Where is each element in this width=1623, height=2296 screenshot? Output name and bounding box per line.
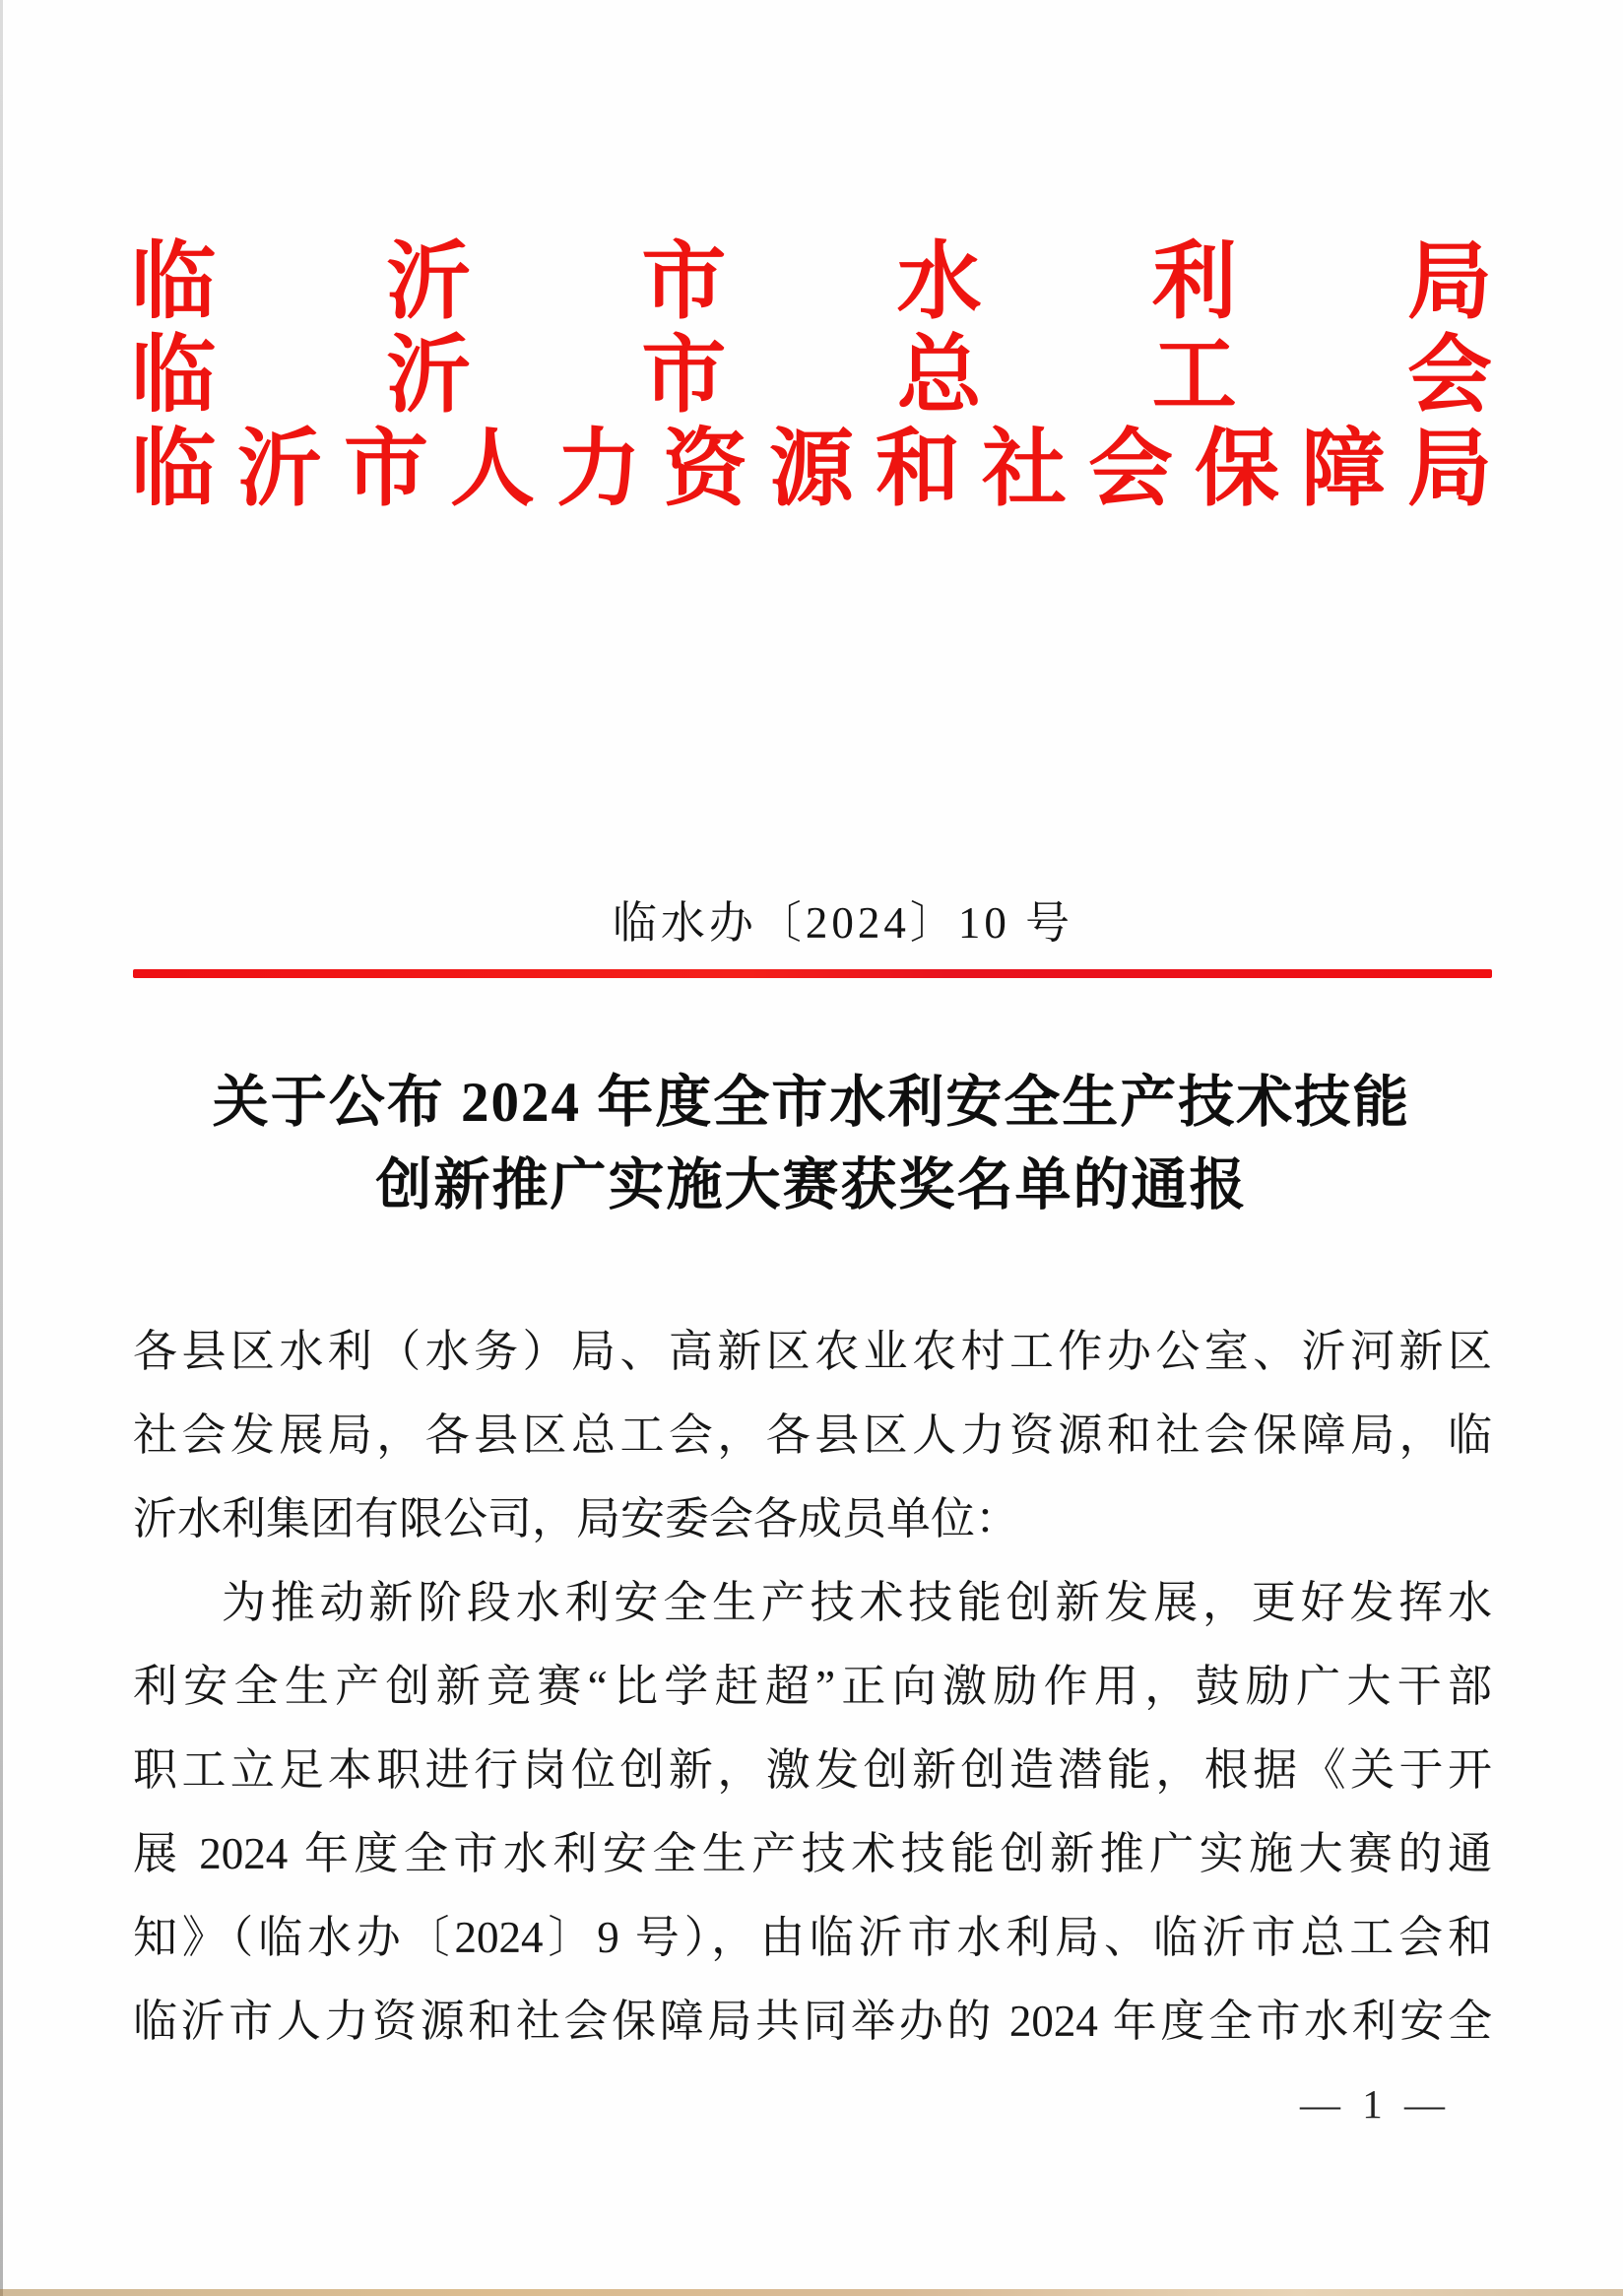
document-title xyxy=(98,1062,1525,1227)
agency-header xyxy=(131,234,1492,515)
body-line: 知》（临水办〔2024〕9 号），由临沂市水利局、临沂市总工会和 xyxy=(133,1913,1492,1962)
body-line: 职工立足本职进行岗位创新，激发创新创造潜能，根据《关于开 xyxy=(133,1745,1492,1795)
document-title-line-1: 关于公布 2024 年度全市水利安全生产技术技能 xyxy=(212,1072,1411,1134)
body-line: 社会发展局，各县区总工会，各县区人力资源和社会保障局，临 xyxy=(133,1410,1492,1460)
document-body xyxy=(133,1310,1492,2064)
agency-name-line-1: 临 沂 市 水 利 局 xyxy=(131,233,1492,329)
body-line: 利安全生产创新竞赛“比学赶超”正向激励作用，鼓励广大干部 xyxy=(133,1662,1492,1711)
body-line: 沂水利集团有限公司，局安委会各成员单位： xyxy=(133,1494,1020,1543)
body-line: 展 2024 年度全市水利安全生产技术技能创新推广实施大赛的通 xyxy=(133,1829,1492,1878)
document-title-line-2: 创新推广实施大赛获奖名单的通报 xyxy=(375,1154,1248,1216)
body-line: 各县区水利（水务）局、高新区农业农村工作办公室、沂河新区 xyxy=(133,1327,1492,1376)
body-line: 临沂市人力资源和社会保障局共同举办的 2024 年度全市水利安全 xyxy=(133,1997,1492,2046)
agency-name-line-3: 临 沂 市 人 力 资 源 和 社 会 保 障 局 xyxy=(131,421,1492,516)
body-line: 为推动新阶段水利安全生产技术技能创新发展，更好发挥水 xyxy=(222,1578,1492,1627)
red-divider-line xyxy=(133,969,1492,978)
page-number: — 1 — xyxy=(1300,2081,1451,2127)
agency-name-line-2: 临 沂 市 总 工 会 xyxy=(131,327,1492,423)
scan-left-edge xyxy=(0,0,3,2296)
scan-bottom-edge xyxy=(0,2289,1623,2296)
document-number: 临水办〔2024〕10 号 xyxy=(612,898,1074,948)
